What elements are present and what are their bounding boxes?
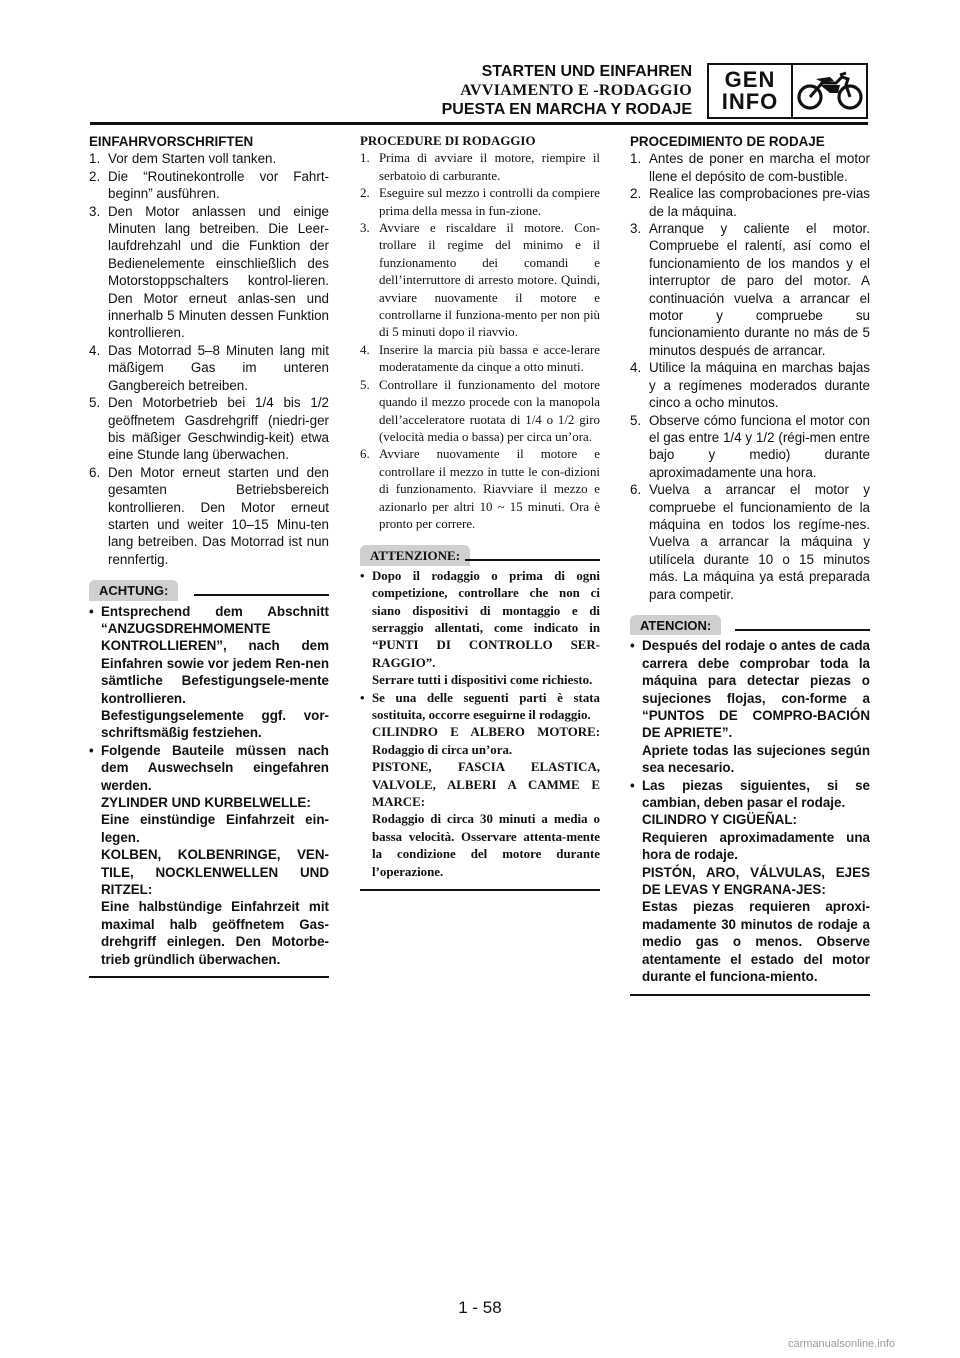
bullet-text: Después del rodaje o antes de cada carrera debe comprobar toda la máquina para detectar piezas o sujeciones flojas, con-forme a “PUNTOS DE COMPRO-BACIÓN DE APRIETE”. Apriete todas las sujeciones según sea necesario. — [642, 638, 870, 776]
step-text: Die “Routinekontrolle vor Fahrt-beginn” ausführen. — [108, 168, 329, 202]
step-text: Den Motor anlassen und einige Minuten lang betreiben. Die Leer-laufdrehzahl und die Funktion der Bedienelemente einschließlich des Motorstoppschalters kontrol-lieren. Den Motor erneut anlas-sen und innerhalb 5 Minuten dessen Funktion kontrollieren. — [108, 203, 329, 341]
caution-bullet — [89, 742, 329, 968]
bullet-text: Folgende Bauteile müssen nach dem Auswechseln eingefahren werden. ZYLINDER UND KURBELWELLE: Eine einstündige Einfahrzeit ein-legen. KOLBEN, KOLBENRINGE, VEN-TILE, NOCKLENWELLEN UND RITZEL: Eine halbstündige Einfahrzeit mit maximal halb geöffnetem Gas-drehgriff einlegen. Den Motorbe-trieb gründlich überwachen. — [101, 742, 329, 967]
step-number: 3. — [360, 221, 370, 236]
step-number: 5. — [630, 412, 642, 428]
caution-label-italian: ATTENZIONE: — [360, 545, 470, 565]
step-number: 4. — [360, 342, 370, 357]
bullet-dot: • — [630, 638, 635, 654]
bullets-spanish — [630, 637, 870, 985]
step-number: 1. — [360, 151, 370, 166]
heading-italian: PROCEDURE DI RODAGGIO — [360, 134, 536, 148]
section-title-block — [442, 62, 692, 119]
step-number: 6. — [360, 447, 370, 462]
caution-bullet — [360, 568, 600, 690]
caution-german — [89, 580, 329, 600]
caution-label-german: ACHTUNG: — [89, 580, 178, 600]
caution-label-spanish: ATENCION: — [630, 615, 721, 635]
step-item — [630, 220, 870, 359]
caution-spanish — [630, 615, 870, 635]
step-text: Antes de poner en marcha el motor llene el depósito de com-bustible. — [649, 151, 870, 184]
step-number: 5. — [360, 377, 370, 392]
step-item — [360, 185, 600, 220]
step-text: Inserire la marcia più bassa e acce-lerare moderatamente da cinque a otto minuti. — [379, 342, 600, 375]
badge-line-info: INFO — [721, 89, 779, 114]
steps-spanish — [630, 150, 870, 603]
badge-line-gen: GEN — [724, 67, 776, 92]
step-number: 2. — [89, 168, 101, 184]
caution-bullet — [360, 690, 600, 881]
step-item — [360, 342, 600, 377]
step-item — [360, 377, 600, 447]
step-item — [630, 412, 870, 482]
caution-bullet — [630, 637, 870, 776]
step-number: 4. — [630, 360, 642, 376]
bullet-dot: • — [89, 742, 94, 758]
step-number: 5. — [89, 395, 101, 411]
motorcycle-icon — [793, 65, 866, 117]
bullet-dot: • — [89, 603, 94, 619]
watermark: carmanualsonline.info — [788, 1338, 896, 1350]
step-text: Prima di avviare il motore, riempire il serbatoio di carburante. — [379, 151, 600, 183]
step-number: 1. — [630, 151, 642, 167]
column-german — [89, 133, 329, 978]
heading-spanish: PROCEDIMIENTO DE RODAJE — [630, 134, 825, 149]
heading-german: EINFAHRVORSCHRIFTEN — [89, 134, 254, 149]
step-text: Observe cómo funciona el motor con el gas entre 1/4 y 1/2 (régi-men entre bajo y medio) durante aproximadamente una hora. — [649, 412, 870, 480]
gen-info-badge — [707, 63, 868, 119]
step-text: Avviare e riscaldare il motore. Con-trollare il regime del minimo e il funzionamento dei comandi e dell’interruttore di arresto motore. Quindi, avviare nuovamente il motore e controllarne il funziona-mento per non più di 5 minuti dopo il riavvio. — [379, 221, 600, 340]
steps-german — [89, 150, 329, 568]
step-item — [360, 446, 600, 533]
header-rule — [90, 122, 868, 125]
step-text: Das Motorrad 5–8 Minuten lang mit mäßigem Gas im unteren Gangbereich betreiben. — [108, 342, 329, 393]
step-item — [630, 359, 870, 411]
step-text: Vuelva a arrancar el motor y compruebe el funcionamiento de la máquina en todos los regíme-nes. Vuelva a arrancar la máquina y utilícela durante 10 o 15 minutos más. La máquina ya está preparada para competir. — [649, 482, 870, 602]
end-rule — [89, 976, 329, 978]
step-text: Utilice la máquina en marchas bajas y a regímenes moderados durante cinco a ocho minutos. — [649, 360, 870, 411]
title-italian: AVVIAMENTO E -RODAGGIO — [460, 82, 692, 99]
step-item — [89, 342, 329, 394]
bullets-german — [89, 603, 329, 969]
step-item — [630, 150, 870, 185]
caution-bullet — [89, 603, 329, 742]
column-spanish — [630, 133, 870, 996]
step-text: Controllare il funzionamento del motore quando il mezzo procede con la manopola dell’acceleratore ruotata di 1/4 o 1/2 giro (velocità media o bassa) per circa un’ora. — [379, 377, 600, 444]
title-spanish: PUESTA EN MARCHA Y RODAJE — [441, 101, 692, 118]
bullet-text: Se una delle seguenti parti è stata sostituita, occorre eseguirne il rodaggio. CILINDRO E ALBERO MOTORE: Rodaggio di circa un’ora. PISTONE, FASCIA ELASTICA, VALVOLE, ALBERI A CAMME E MARCE: Rodaggio di circa 30 minuti a media o bassa velocità. Osservare attenta-mente la condizione del motore durante l’operazione. — [372, 690, 600, 879]
step-text: Arranque y caliente el motor. Compruebe el ralentí, así como el funcionamiento de los mandos y el interruptor de paro del motor. A continuación vuelva a arrancar el motor y compruebe su funcionamiento durante no más de 5 minutos después de arrancar. — [649, 221, 870, 358]
caution-italian — [360, 545, 600, 565]
step-item — [360, 220, 600, 342]
step-item — [89, 464, 329, 568]
caution-rule — [465, 559, 600, 561]
end-rule — [360, 889, 600, 891]
caution-bullet — [630, 777, 870, 986]
step-number: 2. — [360, 186, 370, 201]
gen-info-label — [709, 65, 793, 117]
bullets-italian — [360, 568, 600, 881]
step-item — [360, 150, 600, 185]
step-item — [89, 150, 329, 167]
step-text: Eseguire sul mezzo i controlli da compiere prima della messa in fun-zione. — [379, 186, 600, 218]
title-german: STARTEN UND EINFAHREN — [481, 63, 692, 80]
step-item — [89, 203, 329, 342]
column-italian — [360, 133, 600, 891]
bullet-text: Las piezas siguientes, si se cambian, deben pasar el rodaje. CILINDRO Y CIGÜEÑAL: Requieren aproximadamente una hora de rodaje. PISTÓN, ARO, VÁLVULAS, EJES DE LEVAS Y ENGRANA-JES: Estas piezas requieren aproxi-madamente 30 minutos de rodaje a medio gas o menos. Observe atentamente el estado del motor durante el funciona-miento. — [642, 777, 870, 985]
step-item — [630, 185, 870, 220]
step-text: Den Motorbetrieb bei 1/4 bis 1/2 geöffnetem Gasdrehgriff (niedri-ger bis mäßiger Geschwindig-keit) etwa eine Stunde lang überwachen. — [108, 395, 329, 463]
step-number: 4. — [89, 342, 101, 358]
step-item — [89, 168, 329, 203]
bullet-dot: • — [360, 568, 365, 583]
bullet-dot: • — [360, 690, 365, 705]
step-item — [630, 481, 870, 603]
bullet-text: Entsprechend dem Abschnitt “ANZUGSDREHMOMENTE KONTROLLIEREN”, nach dem Einfahren sowie vor jedem Ren-nen sämtliche Befestigungsele-mente kontrollieren. Befestigungselemente ggf. vor-schriftsmäßig festziehen. — [101, 603, 329, 741]
step-number: 3. — [630, 221, 642, 237]
step-item — [89, 394, 329, 464]
step-text: Realice las comprobaciones pre-vias de la máquina. — [649, 186, 870, 219]
page-number: 1 - 58 — [458, 1298, 502, 1317]
steps-italian — [360, 150, 600, 533]
caution-rule — [735, 629, 870, 631]
bullet-dot: • — [630, 777, 635, 793]
step-text: Avviare nuovamente il motore e controllare il mezzo in tutte le con-dizioni di funzionamento. Riavviare il mezzo e azionarlo per altri 10 ~ 15 minuti. Ora è pronto per correre. — [379, 447, 600, 531]
step-number: 2. — [630, 186, 642, 202]
caution-rule — [194, 594, 329, 596]
step-number: 1. — [89, 151, 101, 167]
bullet-text: Dopo il rodaggio o prima di ogni competizione, controllare che non ci siano dispositivi di montaggio e di serraggio allentati, come indicato in “PUNTI DI CONTROLLO SER-RAGGIO”. Serrare tutti i dispositivi come richiesto. — [372, 568, 600, 688]
step-text: Vor dem Starten voll tanken. — [108, 151, 277, 167]
step-number: 6. — [89, 464, 101, 480]
step-text: Den Motor erneut starten und den gesamten Betriebsbereich kontrollieren. Den Motor erneut starten und weiter 10–15 Minu-ten lang betreiben. Das Motorrad ist nun rennfertig. — [108, 464, 329, 567]
end-rule — [630, 994, 870, 996]
step-number: 3. — [89, 203, 101, 219]
step-number: 6. — [630, 482, 642, 498]
